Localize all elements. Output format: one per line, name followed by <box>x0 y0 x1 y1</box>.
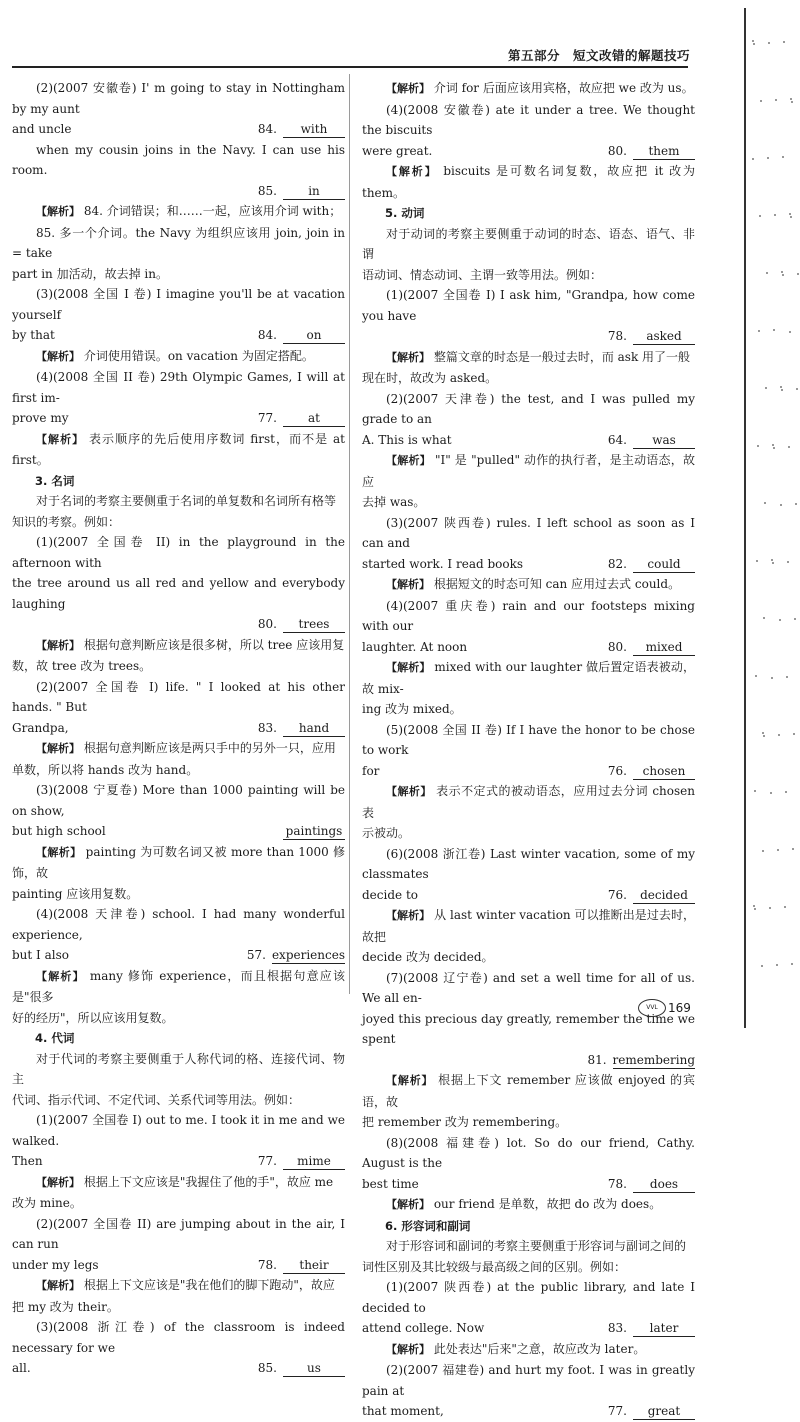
analysis-label: 【解析】 <box>36 969 85 983</box>
answer <box>258 119 345 140</box>
noise-dot <box>790 98 792 100</box>
analysis-label: 【解析】 <box>386 165 438 178</box>
analysis-label: 【解析】 <box>36 1175 80 1189</box>
answer-blank: mime <box>283 1153 345 1170</box>
body-text: 85. 多一个介词。the Navy 为组织应该用 join, join in = take <box>12 225 345 260</box>
body-text: 对于动词的考察主要侧重于动词的时态、语态、语气、非谓 <box>362 226 695 261</box>
line-text: decide to <box>362 887 418 902</box>
noise-dot <box>763 617 765 619</box>
body-text: ing 改为 mixed。 <box>362 702 462 716</box>
body-text: (8)(2008 福建卷) lot. So do our friend, Cathy. August is the <box>362 1135 695 1170</box>
noise-dot <box>753 905 755 907</box>
analysis-text: 介词使用错误。on vacation 为固定搭配。 <box>83 348 314 363</box>
answer-blank: at <box>283 410 345 427</box>
analysis-label: 【解析】 <box>386 785 432 798</box>
line-text: prove my <box>12 411 69 425</box>
body-text: (7)(2008 辽宁卷) and set a well time for all of us. We all en- <box>362 970 695 1005</box>
analysis-label: 【解析】 <box>36 205 80 218</box>
noise-dot <box>756 560 758 562</box>
body-text: (4)(2007 重庆卷) rain and our footsteps mixing with our <box>362 598 695 633</box>
answer-line <box>12 181 345 202</box>
answer-line <box>362 326 695 347</box>
answer-line <box>362 554 695 575</box>
answer-number: 78. <box>607 1176 627 1191</box>
line-text: A. This is what <box>362 432 452 447</box>
body-text: (2)(2007 安徽卷) I' m going to stay in Nottingham by my aunt <box>12 81 345 116</box>
analysis-text: our friend 是单数，故把 do 改为 does。 <box>433 1197 662 1211</box>
body-text: 改为 mine。 <box>12 1196 82 1210</box>
answer-line <box>12 945 345 966</box>
analysis-text: 根据短文的时态可知 can 应用过去式 could。 <box>433 577 681 591</box>
noise-dot <box>773 447 775 449</box>
noise-dot <box>762 732 764 734</box>
right-column <box>362 78 695 1422</box>
answer-line <box>12 325 345 346</box>
answer-line <box>12 821 345 842</box>
answer-number: 85. <box>257 1361 277 1375</box>
analysis-text: 根据句意判断应该是两只手中的另外一只，应用 <box>83 741 336 755</box>
noise-dot <box>791 101 793 103</box>
noise-dot <box>771 559 773 561</box>
answer <box>608 554 695 575</box>
answer-number: 77. <box>257 1154 277 1168</box>
noise-dot <box>753 43 755 45</box>
answer-blank: does <box>633 1176 695 1193</box>
analysis-paragraph <box>362 1339 695 1361</box>
answer <box>247 945 345 966</box>
answer <box>608 885 695 906</box>
answer-number: 78. <box>257 1257 277 1272</box>
body-text: 现在时，故改为 asked。 <box>362 371 498 385</box>
answer-line <box>362 761 695 782</box>
noise-dot <box>766 272 768 274</box>
answer-blank: chosen <box>633 763 695 780</box>
page-number: 169 <box>668 1001 691 1015</box>
answer-number: 80. <box>607 639 627 654</box>
noise-dot <box>781 271 783 273</box>
body-text: 词性区别及其比较级与最高级之间的区别。例如： <box>362 1259 627 1274</box>
body-text: 对于代词的考察主要侧重于人称代词的格、连接代词、物主 <box>12 1051 345 1086</box>
column-divider <box>349 74 350 994</box>
noise-dot <box>785 791 787 793</box>
analysis-paragraph <box>362 905 695 947</box>
body-text: 单数，所以将 hands 改为 hand。 <box>12 762 199 777</box>
answer-line <box>362 637 695 658</box>
analysis-label: 【解析】 <box>386 661 431 674</box>
analysis-label: 【解析】 <box>386 1198 430 1211</box>
publisher-logo: VVL <box>638 999 666 1017</box>
line-text: by that <box>12 328 55 342</box>
answer <box>608 1401 695 1422</box>
noise-dot <box>769 907 771 909</box>
answer-blank: hand <box>283 720 345 737</box>
noise-dot <box>763 735 765 737</box>
answer-blank: later <box>633 1320 695 1337</box>
answer <box>608 637 695 658</box>
line-text: but high school <box>12 824 106 838</box>
body-text: (3)(2007 陕西卷) rules. I left school as soon as I can and <box>362 515 695 550</box>
answer-blank: could <box>633 556 695 573</box>
answer-line <box>362 1050 695 1071</box>
body-text: 对于名词的考察主要侧重于名词的单复数和名词所有格等 <box>36 494 337 508</box>
answer-line <box>12 408 345 429</box>
noise-dot <box>777 849 779 851</box>
noise-dot <box>757 445 759 447</box>
analysis-paragraph <box>12 1172 345 1194</box>
analysis-paragraph <box>362 657 695 699</box>
noise-dot <box>771 677 773 679</box>
section-heading: 3. 名词 <box>35 473 75 488</box>
answer <box>258 1358 345 1379</box>
analysis-text: 此处表达"后来"之意，故应改为 later。 <box>433 1341 646 1356</box>
answer-blank: mixed <box>633 639 695 656</box>
body-text: 把 my 改为 their。 <box>12 1299 119 1314</box>
analysis-paragraph <box>12 966 345 1008</box>
noise-dot <box>786 676 788 678</box>
answer-number: 82. <box>607 556 627 571</box>
analysis-label: 【解析】 <box>36 638 80 652</box>
body-text: (3)(2008 浙江卷) of the classroom is indeed necessary for we <box>12 1320 345 1355</box>
noise-dot <box>774 214 776 216</box>
answer-blank: in <box>283 183 345 200</box>
analysis-paragraph <box>12 738 345 760</box>
analysis-paragraph <box>12 635 345 657</box>
answer-number: 57. <box>246 948 266 962</box>
body-text: part in 加活动，故去掉 in。 <box>12 266 168 281</box>
analysis-text: 介词 for 后面应该用宾格，故应把 we 改为 us。 <box>433 81 694 95</box>
noise-dot <box>759 215 761 217</box>
analysis-label: 【解析】 <box>386 454 431 467</box>
section-heading: 5. 动词 <box>385 206 425 220</box>
analysis-paragraph <box>12 429 345 471</box>
answer-line <box>12 119 345 140</box>
section-heading: 4. 代词 <box>35 1031 75 1045</box>
answer-line <box>12 1255 345 1276</box>
answer-blank: us <box>283 1360 345 1377</box>
answer-blank: paintings <box>283 823 345 840</box>
noise-dot <box>797 273 799 275</box>
answer <box>258 325 345 346</box>
analysis-paragraph <box>362 450 695 492</box>
noise-dot <box>775 99 777 101</box>
answer <box>258 1151 345 1172</box>
line-text: best time <box>362 1176 419 1191</box>
analysis-label: 【解析】 <box>36 845 82 859</box>
answer-blank: decided <box>633 887 695 904</box>
noise-dot <box>778 734 780 736</box>
header-rule <box>12 66 688 68</box>
analysis-paragraph <box>362 347 695 369</box>
noise-dot <box>776 964 778 966</box>
noise-dot <box>789 331 791 333</box>
analysis-label: 【解析】 <box>386 350 430 364</box>
analysis-paragraph <box>12 1275 345 1297</box>
analysis-label: 【解析】 <box>386 909 431 922</box>
line-text: laughter. At noon <box>362 639 468 654</box>
body-text: when my cousin joins in the Navy. I can use his room. <box>12 142 345 177</box>
noise-dot <box>752 158 754 160</box>
answer-number: 80. <box>257 617 277 631</box>
answer-number: 80. <box>607 143 627 158</box>
noise-dot <box>772 444 774 446</box>
body-text: 去掉 was。 <box>362 495 426 509</box>
noise-dot <box>780 386 782 388</box>
body-text: (6)(2008 浙江卷) Last winter vacation, some of my classmates <box>362 846 695 881</box>
answer-line <box>12 718 345 739</box>
analysis-paragraph <box>362 781 695 823</box>
analysis-label: 【解析】 <box>386 1074 434 1087</box>
noise-dot <box>783 41 785 43</box>
noise-dot <box>782 274 784 276</box>
body-text: (2)(2007 全国卷 II) are jumping about in the air, I can run <box>12 1216 345 1251</box>
analysis-label: 【解析】 <box>36 432 85 446</box>
answer-line <box>362 1401 695 1422</box>
answer-line <box>12 614 345 635</box>
body-text: (1)(2007 全国卷 II) in the playground in the afternoon with <box>12 535 345 570</box>
analysis-text: 表示不定式的被动语态，应用过去分词 chosen 表 <box>362 784 695 820</box>
analysis-text: mixed with our laughter 做后置定语表被动，故 mix- <box>362 660 696 696</box>
answer-number: 64. <box>607 432 627 447</box>
noise-dot <box>762 850 764 852</box>
analysis-text: 根据上下文应该是"我握住了他的手"，故应 me <box>83 1174 334 1189</box>
answer-line <box>362 1174 695 1195</box>
answer-line <box>362 141 695 162</box>
body-text: 对于形容词和副词的考察主要侧重于形容词与副词之间的 <box>386 1239 687 1253</box>
answer <box>258 408 345 429</box>
body-text: 代词、指示代词、不定代词、关系代词等用法。例如： <box>12 1092 301 1107</box>
body-text: the tree around us all red and yellow and everybody laughing <box>12 576 345 611</box>
noise-dot <box>770 792 772 794</box>
noise-dot <box>793 733 795 735</box>
answer-blank: great <box>633 1403 695 1420</box>
analysis-paragraph <box>12 346 345 368</box>
noise-dot <box>764 502 766 504</box>
noise-dot <box>767 157 769 159</box>
line-text: but I also <box>12 948 69 962</box>
line-text: under my legs <box>12 1257 99 1272</box>
answer-number: 77. <box>607 1404 627 1418</box>
answer-number: 83. <box>257 720 277 735</box>
noise-dot <box>755 675 757 677</box>
analysis-text: biscuits 是可数名词复数，故应把 it 改为 them。 <box>362 164 695 200</box>
body-text: decide 改为 decided。 <box>362 950 494 964</box>
body-text: (4)(2008 天津卷) school. I had many wonderful experience, <box>12 907 345 942</box>
noise-dot <box>789 213 791 215</box>
analysis-text: 表示顺序的先后使用序数词 first，而不是 at first。 <box>12 431 345 467</box>
analysis-label: 【解析】 <box>386 1342 430 1356</box>
answer-number: 83. <box>607 1321 627 1335</box>
analysis-text: 根据句意判断应该是很多树，所以 tree 应该用复 <box>83 637 345 652</box>
body-text: (2)(2007 福建卷) and hurt my foot. I was in greatly pain at <box>362 1363 695 1398</box>
answer <box>277 821 345 842</box>
noise-dot <box>758 330 760 332</box>
body-text: (1)(2007 陕西卷) at the public library, and late I decided to <box>362 1280 695 1315</box>
line-text: and uncle <box>12 122 72 136</box>
noise-dot <box>794 618 796 620</box>
answer-blank: with <box>283 121 345 138</box>
page-edge-line <box>744 8 746 1028</box>
answer-number: 76. <box>607 763 627 778</box>
noise-dot <box>773 329 775 331</box>
answer-blank: experiences <box>271 948 345 962</box>
answer-blank: trees <box>283 616 345 633</box>
answer <box>608 141 695 162</box>
noise-dot <box>765 387 767 389</box>
noise-dot <box>761 965 763 967</box>
analysis-paragraph <box>362 574 695 596</box>
noise-dot <box>768 42 770 44</box>
body-text: (4)(2008 安徽卷) ate it under a tree. We thought the biscuits <box>362 102 695 137</box>
answer-number: 84. <box>257 122 277 136</box>
analysis-paragraph <box>362 1194 695 1216</box>
answer-blank: asked <box>633 328 695 345</box>
line-text: all. <box>12 1361 31 1375</box>
noise-dot <box>779 619 781 621</box>
body-text: (2)(2007 天津卷) the test, and I was pulled my grade to an <box>362 391 695 426</box>
line-text: started work. I read books <box>362 556 524 571</box>
analysis-text: 从 last winter vacation 可以推断出是过去时，故把 <box>362 908 695 944</box>
noise-dot <box>754 908 756 910</box>
body-text: (3)(2008 宁夏卷) More than 1000 painting will be on show, <box>12 783 345 818</box>
body-text: (2)(2007 全国卷 I) life. " I looked at his other hands. " But <box>12 679 345 714</box>
analysis-text: "I" 是 "pulled" 动作的执行者，是主动语态，故应 <box>362 453 695 489</box>
noise-dot <box>782 156 784 158</box>
analysis-text: 根据上下文应该是"我在他们的脚下跑动"，故应 <box>83 1278 335 1292</box>
body-text: 把 remember 改为 remembering。 <box>362 1115 568 1129</box>
body-text: 语动词、情态动词、主谓一致等用法。例如： <box>362 267 603 282</box>
answer <box>608 761 695 782</box>
line-text: Grandpa, <box>12 720 69 735</box>
line-text: were great. <box>362 143 433 158</box>
analysis-text: many 修饰 experience，而且根据句意应该是"很多 <box>12 968 345 1004</box>
answer <box>608 430 695 451</box>
answer <box>608 1318 695 1339</box>
analysis-text: 整篇文章的时态是一般过去时，而 ask 用了一般 <box>433 349 691 364</box>
answer <box>258 1255 345 1276</box>
answer-line <box>362 1318 695 1339</box>
analysis-paragraph <box>12 842 345 884</box>
analysis-text: 根据上下文 remember 应该做 enjoyed 的宾语，故 <box>362 1073 695 1109</box>
body-text: 数，故 tree 改为 trees。 <box>12 659 152 673</box>
answer-number: 84. <box>257 328 277 342</box>
analysis-paragraph <box>362 161 695 203</box>
body-text: painting 应该用复数。 <box>12 886 139 901</box>
answer <box>608 1174 695 1195</box>
body-text: (1)(2007 全国卷 I) out to me. I took it in me and we walked. <box>12 1113 345 1148</box>
answer <box>608 326 695 347</box>
section-header: 第五部分 短文改错的解题技巧 <box>507 48 690 63</box>
line-text: Then <box>12 1154 43 1168</box>
answer-number: 76. <box>607 887 627 902</box>
noise-dot <box>795 503 797 505</box>
noise-dot <box>796 388 798 390</box>
scan-noise <box>752 0 800 1035</box>
answer-number: 85. <box>257 183 277 198</box>
noise-dot <box>790 216 792 218</box>
body-text: (1)(2007 全国卷 I) I ask him, "Grandpa, how come you have <box>362 288 695 323</box>
answer-blank: them <box>633 143 695 160</box>
body-text: joyed this precious day greatly, remember the time we spent <box>362 1011 695 1046</box>
line-text: that moment, <box>362 1404 444 1418</box>
answer-number: 78. <box>607 329 627 343</box>
analysis-text: 84. 介词错误；和……一起，应该用介词 with； <box>83 204 342 218</box>
analysis-paragraph <box>12 201 345 223</box>
noise-dot <box>760 100 762 102</box>
body-text: (5)(2008 全国 II 卷) If I have the honor to be chose to work <box>362 722 695 757</box>
answer-line <box>12 1358 345 1379</box>
answer <box>258 614 345 635</box>
body-text: (3)(2008 全国 I 卷) I imagine you'll be at vacation yourself <box>12 287 345 322</box>
answer-line <box>12 1151 345 1172</box>
answer-number: 77. <box>257 411 277 425</box>
noise-dot <box>752 40 754 42</box>
answer-blank: remembering <box>612 1052 695 1067</box>
analysis-label: 【解析】 <box>386 82 430 95</box>
answer <box>258 718 345 739</box>
analysis-label: 【解析】 <box>36 1279 80 1292</box>
analysis-text: painting 为可数名词又被 more than 1000 修饰，故 <box>12 844 345 880</box>
analysis-paragraph <box>362 78 695 100</box>
answer <box>258 181 345 202</box>
analysis-paragraph <box>362 1070 695 1112</box>
line-text: attend college. Now <box>362 1321 485 1335</box>
left-column <box>12 78 345 1379</box>
section-heading: 6. 形容词和副词 <box>385 1218 471 1233</box>
noise-dot <box>784 906 786 908</box>
answer-line <box>362 885 695 906</box>
analysis-label: 【解析】 <box>386 578 430 591</box>
body-text: 知识的考察。例如： <box>12 514 121 529</box>
noise-dot <box>787 561 789 563</box>
answer-number: 81. <box>587 1052 607 1067</box>
noise-dot <box>781 389 783 391</box>
answer-blank: on <box>283 327 345 344</box>
body-text: 好的经历"，所以应该用复数。 <box>12 1010 174 1025</box>
analysis-label: 【解析】 <box>36 742 80 755</box>
noise-dot <box>791 963 793 965</box>
noise-dot <box>780 504 782 506</box>
body-text: 示被动。 <box>362 826 411 840</box>
noise-dot <box>792 848 794 850</box>
answer <box>587 1050 695 1071</box>
answer-blank: their <box>283 1257 345 1274</box>
analysis-label: 【解析】 <box>36 349 80 363</box>
line-text: for <box>362 763 380 778</box>
answer-blank: was <box>633 432 695 449</box>
body-text: (4)(2008 全国 II 卷) 29th Olympic Games, I will at first im- <box>12 370 345 405</box>
noise-dot <box>772 562 774 564</box>
noise-dot <box>754 790 756 792</box>
noise-dot <box>788 446 790 448</box>
answer-line <box>362 430 695 451</box>
